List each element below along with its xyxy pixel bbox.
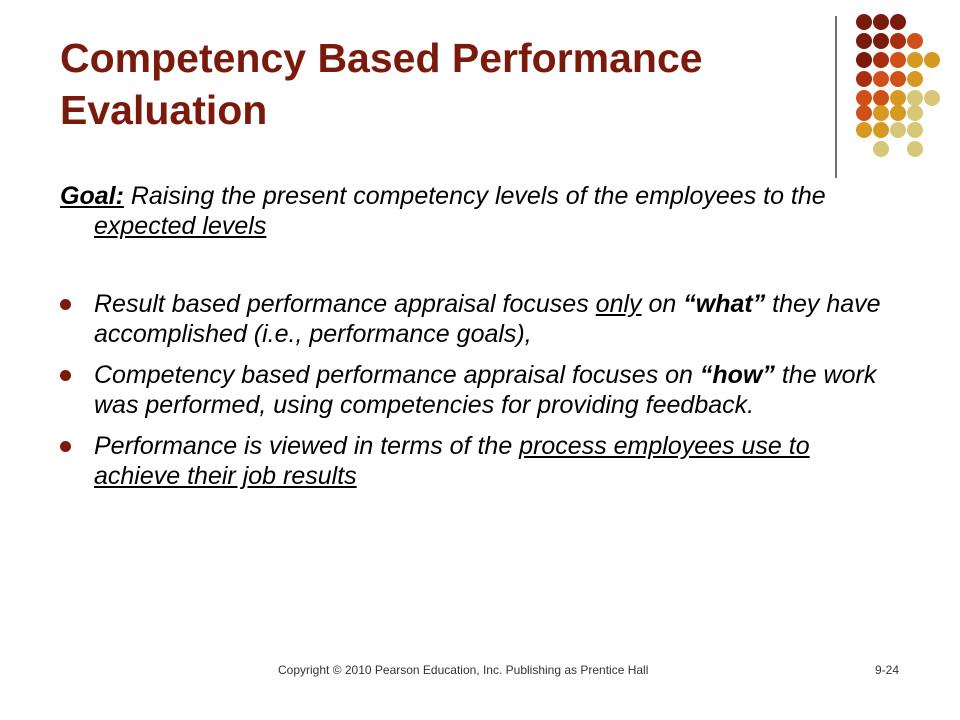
bullet-dot-icon [60, 370, 71, 381]
bullet-underlined-text: process employees use to achieve their job results [94, 432, 810, 490]
decor-dot [890, 52, 906, 68]
decor-dot [924, 52, 940, 68]
bullet-item [60, 431, 900, 491]
decor-dot [907, 33, 923, 49]
bullet-text: Competency based performance appraisal focuses on [94, 361, 700, 389]
decor-dot [873, 71, 889, 87]
decor-dot [856, 105, 872, 121]
decor-dot [907, 105, 923, 121]
decor-dot [890, 71, 906, 87]
bullet-dot-icon [60, 299, 71, 310]
bullet-dot-icon [60, 441, 71, 452]
decor-dot [890, 122, 906, 138]
goal-text: Raising the present competency levels of the employees to the [123, 182, 826, 210]
decor-dot [890, 105, 906, 121]
goal-text-underlined: expected levels [94, 212, 267, 240]
decor-dot [890, 33, 906, 49]
bullet-list [60, 289, 900, 502]
decor-dot [856, 90, 872, 106]
page-number: 9-24 [875, 663, 900, 677]
bullet-text: they have accomplished (i.e., performance goals), [94, 290, 881, 348]
bullet-underlined-text: only [595, 290, 642, 318]
title-divider-line [835, 16, 837, 178]
bullet-bold-text: “what” [683, 290, 766, 318]
bullet-text: on [641, 290, 684, 318]
goal-label: Goal: [60, 182, 124, 210]
bullet-item [60, 360, 900, 420]
decor-dot [907, 71, 923, 87]
decor-dot [856, 52, 872, 68]
decor-dot [907, 90, 923, 106]
bullet-text: Performance is viewed in terms of the [94, 432, 520, 460]
decor-dot [873, 90, 889, 106]
decor-dot [924, 90, 940, 106]
decor-dot [856, 14, 872, 30]
decor-dot [856, 33, 872, 49]
decor-dot [873, 14, 889, 30]
bullet-text: the work was performed, using competencies for providing feedback. [94, 361, 877, 419]
goal-statement [60, 181, 894, 241]
decor-dot [890, 14, 906, 30]
decor-dot [890, 90, 906, 106]
decor-dot [856, 122, 872, 138]
decor-dot [873, 52, 889, 68]
bullet-text: Result based performance appraisal focuses [94, 290, 596, 318]
decor-dot [873, 122, 889, 138]
bullet-bold-text: “how” [699, 361, 775, 389]
decor-dot [873, 105, 889, 121]
decor-dot [907, 52, 923, 68]
copyright-notice: Copyright © 2010 Pearson Education, Inc. Publishing as Prentice Hall [278, 663, 649, 677]
decor-dot [873, 33, 889, 49]
bullet-item [60, 289, 900, 349]
decor-dot [907, 141, 923, 157]
decor-dot [856, 71, 872, 87]
slide-title: Competency Based Performance Evaluation [60, 35, 703, 133]
decor-dot [873, 141, 889, 157]
slide-footer [0, 663, 960, 683]
decor-dot [907, 122, 923, 138]
